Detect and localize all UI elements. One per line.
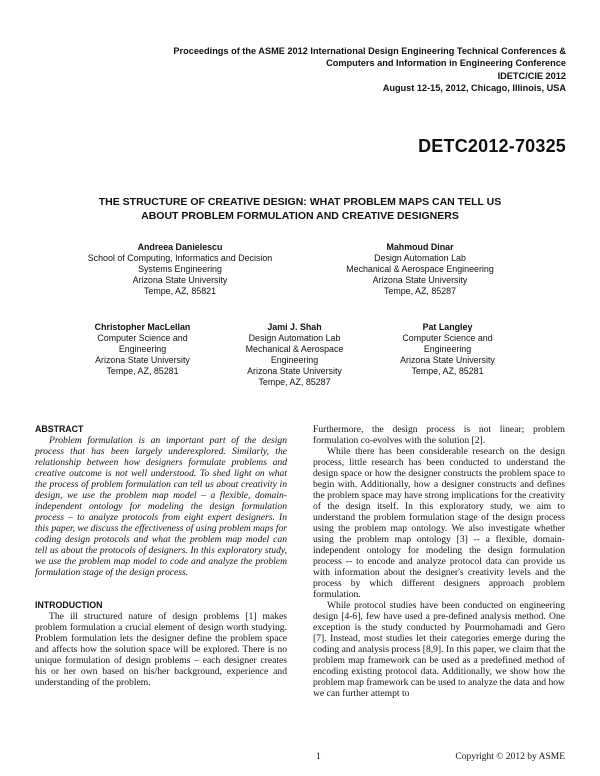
author-affiliation: Design Automation Lab — [248, 332, 341, 343]
body-paragraph: Furthermore, the design process is not linear; problem formulation co-evolves with the solution [2]. — [313, 424, 565, 446]
author-affiliation: Mechanical & Aerospace Engineering — [346, 263, 494, 274]
author-block-1 — [60, 242, 300, 297]
author-block-2 — [300, 242, 540, 297]
author-affiliation: Computer Science and — [402, 332, 493, 343]
author-name: Christopher MacLellan — [94, 322, 191, 332]
header-line-1: Proceedings of the ASME 2012 International Design Engineering Technical Conferences & — [173, 46, 566, 56]
author-name: Jami J. Shah — [267, 322, 322, 332]
introduction-heading: INTRODUCTION — [35, 600, 103, 610]
author-affiliation: Tempe, AZ, 85287 — [258, 376, 331, 387]
conference-header — [46, 45, 566, 94]
author-affiliation: Arizona State University — [95, 354, 190, 365]
author-affiliation: Systems Engineering — [138, 263, 222, 274]
author-block-5 — [365, 322, 530, 377]
author-affiliation: Engineering — [423, 343, 472, 354]
author-affiliation: Tempe, AZ, 85281 — [106, 365, 179, 376]
header-line-4: August 12-15, 2012, Chicago, Illinois, USA — [382, 82, 566, 93]
copyright-notice: Copyright © 2012 by ASME — [455, 752, 565, 762]
title-line-2: ABOUT PROBLEM FORMULATION AND CREATIVE DESIGNERS — [141, 210, 459, 222]
author-name: Pat Langley — [422, 322, 473, 332]
author-affiliation: Computer Science and — [97, 332, 188, 343]
author-name: Andreea Danielescu — [137, 242, 223, 252]
author-affiliation: Arizona State University — [400, 354, 495, 365]
abstract-text: Problem formulation is an important part of the design process that has been largely underexplored. Similarly, the relationship between how designers formulate problems and creative outcome is not well understood. To shed light on what the process of problem formulation can tell us about creativity in design, we use the problem map model – a flexible, domain-independent ontology for modeling the design formulation process – to analyze protocols from eight expert designers. In this paper, we discuss the effectiveness of using problem maps for coding design protocols and what the problem map model can tell us about the protocols of designers. In this exploratory study, we use the problem map model to code and analyze the problem formulation stage of the design process. — [35, 435, 287, 578]
title-line-1: THE STRUCTURE OF CREATIVE DESIGN: WHAT PROBLEM MAPS CAN TELL US — [98, 196, 502, 208]
right-column — [313, 424, 565, 699]
page-number: 1 — [316, 752, 321, 762]
author-affiliation: Tempe, AZ, 85281 — [411, 365, 484, 376]
introduction-paragraph: The ill structured nature of design problems [1] makes problem formulation a crucial element of design worth studying. Problem formulation lets the designer define the problem space and affects how the solution space will be explored. There is no unique formulation of design problems – each designer creates his or her own based on his/her background, experience and understanding of the problem. — [35, 611, 287, 688]
paper-title — [40, 195, 560, 223]
author-affiliation: Arizona State University — [247, 365, 342, 376]
author-affiliation: Design Automation Lab — [374, 252, 466, 263]
body-paragraph: While there has been considerable research on the design process, little research has been conducted to understand the design space or how the designer constructs the problem space to begin with. Additionally, how a designer constructs and defines the problem space may have strong implications for the creativity of the design itself. In this exploratory study, we aim to understand the problem formulation stage of the design process using the problem map ontology. We also investigate whether using the problem map ontology [3] -- a flexible, domain-independent ontology for modeling the design formulation process -- to encode and analyze protocol data can provide us with information about the designer's creativity levels and the process by which different designers approach problem formulation. — [313, 446, 565, 600]
left-column — [35, 424, 287, 688]
author-affiliation: Tempe, AZ, 85287 — [383, 285, 457, 296]
author-affiliation: School of Computing, Informatics and Decision — [87, 252, 273, 263]
body-paragraph: While protocol studies have been conducted on engineering design [4-6], few have used a pre-defined analysis method. One exception is the study conducted by Pourmohamadi and Gero [7]. Instead, most studies let their categories emerge during the coding and analysis process [8,9]. In this paper, we claim that the problem map framework can be used as a predefined method of encoding existing protocol data. Additionally, we show how the problem map framework can be used to analyze the data and how we can further attempt to — [313, 600, 565, 699]
author-affiliation: Arizona State University — [372, 274, 468, 285]
abstract-heading: ABSTRACT — [35, 424, 84, 434]
author-affiliation: Mechanical & Aerospace — [245, 343, 344, 354]
header-line-2: Computers and Information in Engineering Conference — [326, 58, 566, 69]
author-affiliation: Engineering — [118, 343, 167, 354]
author-name: Mahmoud Dinar — [386, 242, 454, 252]
author-block-3 — [60, 322, 225, 377]
author-affiliation: Tempe, AZ, 85821 — [143, 285, 217, 296]
paper-number: DETC2012-70325 — [418, 136, 566, 156]
author-block-4 — [212, 322, 377, 387]
header-line-3: IDETC/CIE 2012 — [497, 70, 566, 81]
author-affiliation: Engineering — [270, 354, 319, 365]
author-affiliation: Arizona State University — [132, 274, 228, 285]
